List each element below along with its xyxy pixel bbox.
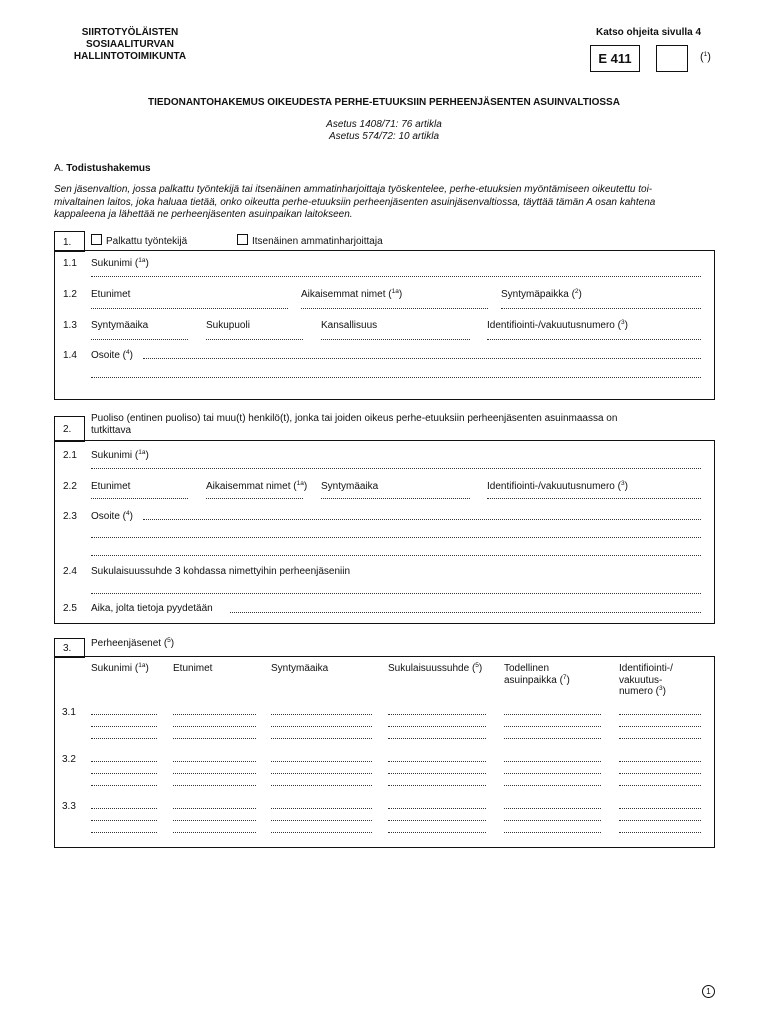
family-2-relationship-field[interactable] [388, 761, 486, 762]
employee-option[interactable]: Palkattu työntekijä [91, 234, 187, 247]
family-2-surname-field[interactable] [91, 785, 157, 786]
row-1-1-number: 1.1 [63, 258, 77, 269]
row-3-1-number: 3.1 [62, 707, 76, 718]
s2-previous-names-label: Aikaisemmat nimet ($^{1a}$) [206, 480, 308, 492]
col-surname-header: Sukunimi ($^{1a}$) [91, 662, 149, 674]
s2-previous-names-field[interactable] [206, 498, 303, 499]
selfemployed-option[interactable]: Itsenäinen ammatinharjoittaja [237, 234, 383, 247]
s1-sex-label: Sukupuoli [206, 320, 250, 331]
s2-surname-field[interactable] [91, 468, 701, 469]
row-1-3-number: 1.3 [63, 320, 77, 331]
family-1-surname-field[interactable] [91, 726, 157, 727]
family-2-surname-field[interactable] [91, 773, 157, 774]
s2-period-field[interactable] [230, 612, 701, 613]
family-2-id-field[interactable] [619, 761, 701, 762]
s1-nationality-label: Kansallisuus [321, 320, 378, 331]
s1-id-label: Identifiointi-/vakuutusnumero ($^3$) [487, 319, 628, 331]
row-3-2-number: 3.2 [62, 754, 76, 765]
family-1-surname-field[interactable] [91, 714, 157, 715]
form-code: E 411 [590, 45, 640, 72]
s2-firstnames-label: Etunimet [91, 481, 131, 492]
family-1-surname-field[interactable] [91, 738, 157, 739]
family-2-birthdate-field[interactable] [271, 773, 372, 774]
family-3-residence-field[interactable] [504, 820, 601, 821]
s2-birthdate-label: Syntymäaika [321, 481, 379, 492]
s1-birthplace-label: Syntymäpaikka ($^2$) [501, 288, 582, 300]
family-1-relationship-field[interactable] [388, 726, 486, 727]
family-1-birthdate-field[interactable] [271, 714, 372, 715]
page-number: 1 [702, 985, 715, 998]
family-2-relationship-field[interactable] [388, 785, 486, 786]
family-3-surname-field[interactable] [91, 808, 157, 809]
section-2-heading: Puoliso (entinen puoliso) tai muu(t) henkilö(t), jonka tai joiden oikeus perhe-etuuksiin perheenjäsenten asuinmaassa on tutkittava [91, 413, 618, 436]
form-copy-box[interactable] [656, 45, 688, 72]
col-residence-header: Todellinen asuinpaikka ($^7$) [504, 663, 570, 686]
s2-address-field-2[interactable] [91, 537, 701, 538]
s2-firstnames-field[interactable] [91, 498, 188, 499]
col-relationship-header: Sukulaisuussuhde ($^5$) [388, 662, 483, 674]
family-1-firstnames-field[interactable] [173, 738, 256, 739]
instructions-reference: Katso ohjeita sivulla 4 [596, 27, 702, 38]
family-1-birthdate-field[interactable] [271, 726, 372, 727]
family-2-id-field[interactable] [619, 785, 701, 786]
s1-id-field[interactable] [487, 339, 701, 340]
row-1-4-number: 1.4 [63, 350, 77, 361]
family-2-residence-field[interactable] [504, 773, 601, 774]
family-3-surname-field[interactable] [91, 820, 157, 821]
s2-relationship-field[interactable] [91, 593, 701, 594]
family-3-residence-field[interactable] [504, 832, 601, 833]
family-2-surname-field[interactable] [91, 761, 157, 762]
s2-address-label: Osoite ($^4$) [91, 510, 133, 522]
family-3-firstnames-field[interactable] [173, 808, 256, 809]
family-1-relationship-field[interactable] [388, 714, 486, 715]
family-3-id-field[interactable] [619, 832, 701, 833]
family-2-firstnames-field[interactable] [173, 773, 256, 774]
organization-name [40, 27, 220, 63]
s2-id-label: Identifiointi-/vakuutusnumero ($^3$) [487, 480, 628, 492]
header-footnote: ($^1$) [700, 51, 711, 63]
family-1-id-field[interactable] [619, 738, 701, 739]
s1-surname-label: Sukunimi ($^{1a}$) [91, 257, 149, 269]
family-2-id-field[interactable] [619, 773, 701, 774]
family-3-firstnames-field[interactable] [173, 820, 256, 821]
family-3-birthdate-field[interactable] [271, 832, 372, 833]
s2-birthdate-field[interactable] [321, 498, 470, 499]
family-2-firstnames-field[interactable] [173, 785, 256, 786]
form-title: TIEDONANTOHAKEMUS OIKEUDESTA PERHE-ETUUKSIIN PERHEENJÄSENTEN ASUINVALTIOSSA [148, 97, 620, 108]
family-3-id-field[interactable] [619, 820, 701, 821]
regulation-1408: Asetus 1408/71: 76 artikla [326, 119, 442, 130]
regulation-574: Asetus 574/72: 10 artikla [328, 131, 440, 142]
family-3-residence-field[interactable] [504, 808, 601, 809]
family-3-birthdate-field[interactable] [271, 820, 372, 821]
section-3-number-box: 3. [54, 638, 85, 658]
family-3-relationship-field[interactable] [388, 820, 486, 821]
s2-relationship-label: Sukulaisuussuhde 3 kohdassa nimettyihin perheenjäseniin [91, 566, 351, 577]
family-3-birthdate-field[interactable] [271, 808, 372, 809]
org-line-1: SIIRTOTYÖLÄISTEN [81, 27, 179, 38]
org-line-3: HALLINTOTOIMIKUNTA [73, 51, 187, 62]
s1-birthdate-label: Syntymäaika [91, 320, 149, 331]
selfemployed-checkbox[interactable] [237, 234, 248, 245]
s1-sex-field[interactable] [206, 339, 303, 340]
s2-address-field-3[interactable] [91, 555, 701, 556]
family-3-surname-field[interactable] [91, 832, 157, 833]
family-2-residence-field[interactable] [504, 785, 601, 786]
family-1-residence-field[interactable] [504, 738, 601, 739]
family-1-residence-field[interactable] [504, 714, 601, 715]
s2-id-field[interactable] [487, 498, 701, 499]
family-1-firstnames-field[interactable] [173, 726, 256, 727]
family-1-id-field[interactable] [619, 726, 701, 727]
section-3-heading: Perheenjäsenet ($^5$) [91, 637, 175, 649]
family-2-birthdate-field[interactable] [271, 761, 372, 762]
s2-surname-label: Sukunimi ($^{1a}$) [91, 449, 149, 461]
row-2-2-number: 2.2 [63, 481, 77, 492]
org-line-2: SOSIAALITURVAN [86, 39, 174, 50]
family-1-id-field[interactable] [619, 714, 701, 715]
family-3-id-field[interactable] [619, 808, 701, 809]
family-3-firstnames-field[interactable] [173, 832, 256, 833]
row-3-3-number: 3.3 [62, 801, 76, 812]
family-3-relationship-field[interactable] [388, 808, 486, 809]
s1-address-field-2[interactable] [91, 377, 701, 378]
family-1-relationship-field[interactable] [388, 738, 486, 739]
regulations [0, 119, 768, 143]
s1-nationality-field[interactable] [321, 339, 470, 340]
row-2-1-number: 2.1 [63, 450, 77, 461]
family-1-birthdate-field[interactable] [271, 738, 372, 739]
s1-address-label: Osoite ($^4$) [91, 349, 133, 361]
s1-previous-names-label: Aikaisemmat nimet ($^{1a}$) [301, 288, 403, 300]
s2-address-field-1[interactable] [143, 519, 701, 520]
row-2-5-number: 2.5 [63, 603, 77, 614]
family-1-residence-field[interactable] [504, 726, 601, 727]
s1-firstnames-field[interactable] [91, 308, 288, 309]
row-1-2-number: 1.2 [63, 289, 77, 300]
s1-firstnames-label: Etunimet [91, 289, 131, 300]
section-2-number-box: 2. [54, 416, 85, 442]
family-3-relationship-field[interactable] [388, 832, 486, 833]
family-2-residence-field[interactable] [504, 761, 601, 762]
employee-checkbox[interactable] [91, 234, 102, 245]
col-birthdate-header: Syntymäaika [271, 663, 329, 674]
col-id-header: Identifiointi-/ vakuutus- numero ($^3$) [619, 663, 673, 697]
s1-birthplace-field[interactable] [501, 308, 701, 309]
section-a-intro: Sen jäsenvaltion, jossa palkattu työntekijä tai itsenäinen ammatinharjoittaja työskentelee, perhe-etuuksien myöntämiseen oikeutettu toi- mivaltainen laitos, joka haluaa tietää, onko oikeutta perhe-etuuksiin perheenjäsenten asuinjäsenvaltiossa, täyttää tämän A osan kahtena kappaleena ja lähettää ne perheenjäsenten asuinpaikan laitokseen. [54, 184, 656, 220]
section-1-number-box: 1. [54, 231, 85, 252]
family-2-relationship-field[interactable] [388, 773, 486, 774]
family-2-birthdate-field[interactable] [271, 785, 372, 786]
s1-surname-field[interactable] [91, 276, 701, 277]
family-2-firstnames-field[interactable] [173, 761, 256, 762]
family-1-firstnames-field[interactable] [173, 714, 256, 715]
section-a-heading: A. Todistushakemus [54, 163, 151, 174]
row-2-3-number: 2.3 [63, 511, 77, 522]
row-2-4-number: 2.4 [63, 566, 77, 577]
s1-previous-names-field[interactable] [301, 308, 488, 309]
s2-period-label: Aika, jolta tietoja pyydetään [91, 603, 213, 614]
col-firstnames-header: Etunimet [173, 663, 213, 674]
s1-address-field-1[interactable] [143, 358, 701, 359]
s1-birthdate-field[interactable] [91, 339, 188, 340]
